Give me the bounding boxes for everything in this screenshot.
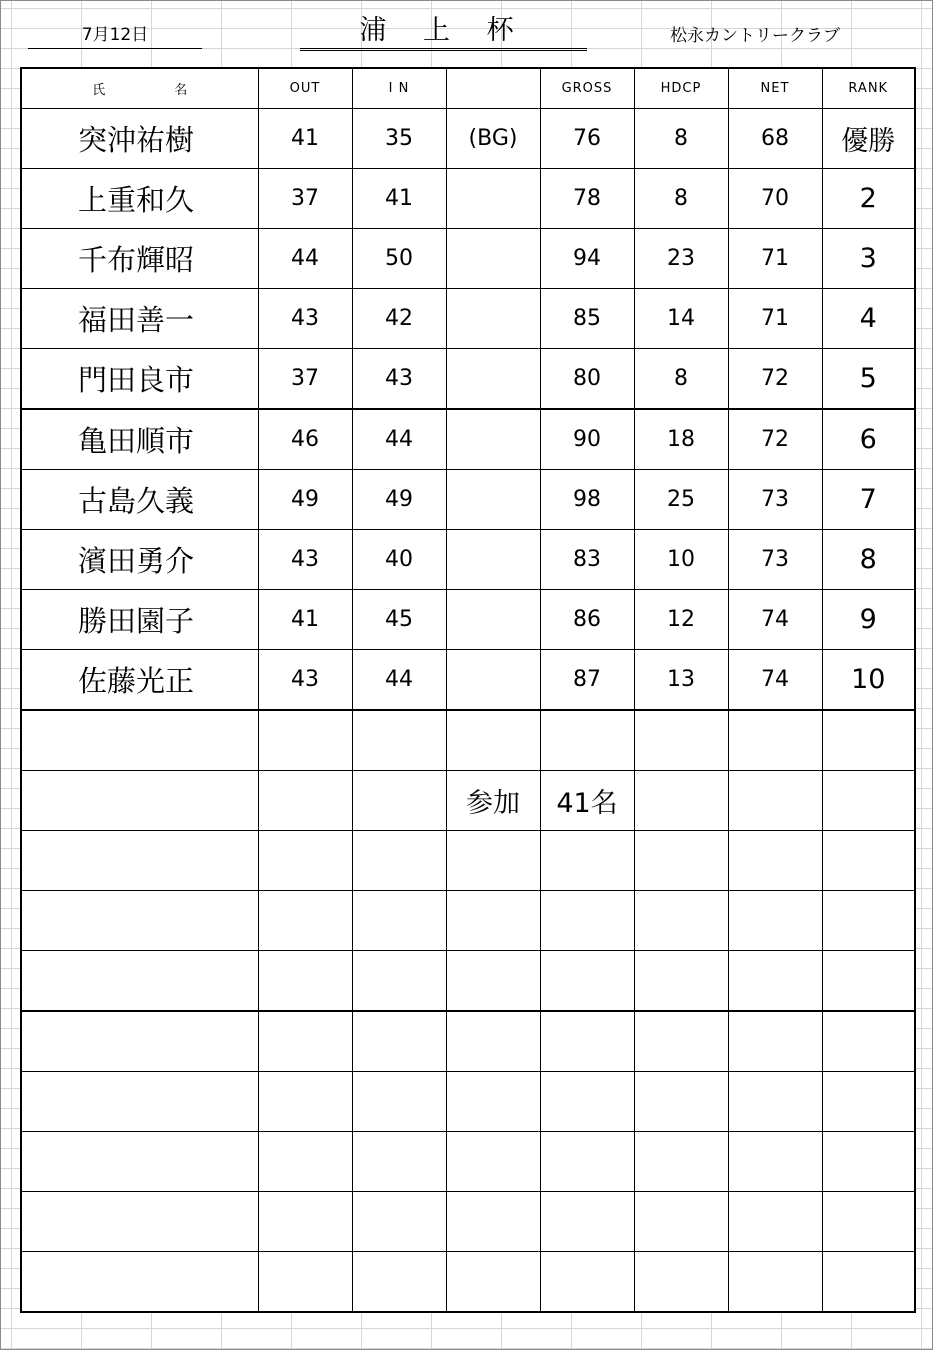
empty-cell	[728, 951, 822, 1012]
empty-cell	[728, 891, 822, 951]
empty-cell	[540, 1132, 634, 1192]
table-row	[21, 650, 915, 711]
player-name: 上重和久	[21, 169, 258, 229]
table-row	[21, 109, 915, 169]
empty-cell	[822, 831, 915, 891]
in-score: 44	[352, 409, 446, 470]
player-name: 古島久義	[21, 470, 258, 530]
note	[446, 590, 540, 650]
empty-cell	[634, 1192, 728, 1252]
gross-score: 98	[540, 470, 634, 530]
empty-cell	[258, 1252, 352, 1313]
empty-cell	[540, 1252, 634, 1313]
rank: 7	[822, 470, 915, 530]
empty-cell	[21, 1192, 258, 1252]
empty-cell	[352, 1011, 446, 1072]
hdcp-value: 25	[634, 470, 728, 530]
col-header-gross: GROSS	[540, 68, 634, 109]
empty-cell	[822, 1072, 915, 1132]
empty-cell	[352, 710, 446, 771]
hdcp-value: 8	[634, 109, 728, 169]
empty-row	[21, 1192, 915, 1252]
player-name: 勝田園子	[21, 590, 258, 650]
empty-cell	[634, 1011, 728, 1072]
empty-cell	[352, 1252, 446, 1313]
gross-score: 87	[540, 650, 634, 711]
event-date: 7月12日	[28, 22, 202, 49]
empty-cell	[540, 710, 634, 771]
hdcp-value: 13	[634, 650, 728, 711]
empty-row	[21, 891, 915, 951]
empty-row	[21, 1252, 915, 1313]
empty-cell	[634, 891, 728, 951]
empty-cell	[540, 891, 634, 951]
empty-cell	[728, 710, 822, 771]
col-header-net: NET	[728, 68, 822, 109]
rank: 5	[822, 349, 915, 410]
net-score: 74	[728, 590, 822, 650]
note	[446, 229, 540, 289]
empty-cell	[446, 1011, 540, 1072]
empty-cell	[634, 1132, 728, 1192]
empty-cell	[21, 951, 258, 1012]
empty-cell	[258, 891, 352, 951]
empty-cell	[352, 1072, 446, 1132]
empty-cell	[21, 710, 258, 771]
empty-cell	[728, 1192, 822, 1252]
out-score: 46	[258, 409, 352, 470]
empty-cell	[634, 1252, 728, 1313]
gross-score: 78	[540, 169, 634, 229]
col-header-out: OUT	[258, 68, 352, 109]
empty-cell	[822, 771, 915, 831]
empty-cell	[446, 1072, 540, 1132]
net-score: 74	[728, 650, 822, 711]
empty-cell	[822, 1011, 915, 1072]
in-score: 42	[352, 289, 446, 349]
table-row	[21, 349, 915, 410]
empty-cell	[728, 1072, 822, 1132]
net-score: 72	[728, 409, 822, 470]
rank: 10	[822, 650, 915, 711]
table-row	[21, 470, 915, 530]
empty-cell	[446, 1132, 540, 1192]
player-name: 福田善一	[21, 289, 258, 349]
net-score: 73	[728, 530, 822, 590]
rank: 2	[822, 169, 915, 229]
player-name: 千布輝昭	[21, 229, 258, 289]
empty-cell	[21, 831, 258, 891]
empty-cell	[446, 831, 540, 891]
empty-row	[21, 1072, 915, 1132]
header-row	[21, 68, 915, 109]
score-table	[20, 67, 916, 1313]
in-score: 44	[352, 650, 446, 711]
participants-row	[21, 771, 915, 831]
empty-cell	[822, 951, 915, 1012]
empty-cell	[634, 1072, 728, 1132]
empty-cell	[21, 891, 258, 951]
empty-cell	[822, 1252, 915, 1313]
empty-cell	[258, 710, 352, 771]
in-score: 35	[352, 109, 446, 169]
gross-score: 85	[540, 289, 634, 349]
empty-cell	[728, 831, 822, 891]
player-name: 突沖祐樹	[21, 109, 258, 169]
empty-cell	[446, 951, 540, 1012]
empty-cell	[258, 951, 352, 1012]
net-score: 71	[728, 289, 822, 349]
hdcp-value: 14	[634, 289, 728, 349]
empty-cell	[21, 1132, 258, 1192]
empty-cell	[540, 1011, 634, 1072]
player-name: 門田良市	[21, 349, 258, 410]
empty-cell	[258, 831, 352, 891]
rank: 4	[822, 289, 915, 349]
empty-cell	[634, 831, 728, 891]
in-score: 43	[352, 349, 446, 410]
empty-cell	[446, 1192, 540, 1252]
in-score: 40	[352, 530, 446, 590]
net-score: 73	[728, 470, 822, 530]
hdcp-value: 8	[634, 169, 728, 229]
note	[446, 409, 540, 470]
in-score: 41	[352, 169, 446, 229]
in-score: 50	[352, 229, 446, 289]
table-row	[21, 590, 915, 650]
empty-cell	[21, 771, 258, 831]
empty-cell	[540, 1192, 634, 1252]
empty-cell	[728, 1132, 822, 1192]
gross-score: 83	[540, 530, 634, 590]
hdcp-value: 12	[634, 590, 728, 650]
empty-cell	[822, 1192, 915, 1252]
empty-cell	[822, 891, 915, 951]
gross-score: 94	[540, 229, 634, 289]
table-row	[21, 229, 915, 289]
col-header-hdcp: HDCP	[634, 68, 728, 109]
empty-row	[21, 1132, 915, 1192]
rank: 9	[822, 590, 915, 650]
gross-score: 86	[540, 590, 634, 650]
empty-row	[21, 951, 915, 1012]
empty-cell	[634, 710, 728, 771]
col-header-in: I N	[352, 68, 446, 109]
empty-row	[21, 831, 915, 891]
empty-cell	[540, 1072, 634, 1132]
table-row	[21, 169, 915, 229]
participants-label: 参加	[446, 771, 540, 831]
out-score: 43	[258, 650, 352, 711]
page-title: 浦 上 杯	[300, 14, 587, 51]
empty-cell	[822, 1132, 915, 1192]
empty-cell	[352, 1132, 446, 1192]
out-score: 49	[258, 470, 352, 530]
empty-cell	[540, 951, 634, 1012]
hdcp-value: 8	[634, 349, 728, 410]
col-header-name: 氏 名	[21, 68, 258, 109]
out-score: 43	[258, 289, 352, 349]
empty-cell	[352, 771, 446, 831]
empty-cell	[352, 951, 446, 1012]
rank: 8	[822, 530, 915, 590]
player-name: 亀田順市	[21, 409, 258, 470]
empty-cell	[634, 771, 728, 831]
empty-row	[21, 1011, 915, 1072]
net-score: 72	[728, 349, 822, 410]
net-score: 68	[728, 109, 822, 169]
empty-cell	[446, 891, 540, 951]
net-score: 71	[728, 229, 822, 289]
empty-cell	[21, 1252, 258, 1313]
empty-cell	[258, 1192, 352, 1252]
gross-score: 80	[540, 349, 634, 410]
empty-cell	[822, 710, 915, 771]
rank: 優勝	[822, 109, 915, 169]
in-score: 49	[352, 470, 446, 530]
empty-cell	[446, 710, 540, 771]
player-name: 濱田勇介	[21, 530, 258, 590]
gross-score: 76	[540, 109, 634, 169]
note	[446, 349, 540, 410]
hdcp-value: 23	[634, 229, 728, 289]
hdcp-value: 18	[634, 409, 728, 470]
empty-cell	[21, 1072, 258, 1132]
club-name: 松永カントリークラブ	[670, 26, 840, 46]
col-header-note	[446, 68, 540, 109]
out-score: 37	[258, 349, 352, 410]
note	[446, 470, 540, 530]
table-row	[21, 530, 915, 590]
empty-cell	[728, 771, 822, 831]
col-header-rank: RANK	[822, 68, 915, 109]
note	[446, 169, 540, 229]
empty-cell	[352, 831, 446, 891]
empty-cell	[540, 831, 634, 891]
note	[446, 650, 540, 711]
empty-row	[21, 710, 915, 771]
note	[446, 289, 540, 349]
player-name: 佐藤光正	[21, 650, 258, 711]
table-row	[21, 409, 915, 470]
rank: 3	[822, 229, 915, 289]
participants-count: 41名	[540, 771, 634, 831]
empty-cell	[446, 1252, 540, 1313]
rank: 6	[822, 409, 915, 470]
out-score: 41	[258, 109, 352, 169]
out-score: 44	[258, 229, 352, 289]
empty-cell	[258, 1072, 352, 1132]
empty-cell	[634, 951, 728, 1012]
out-score: 41	[258, 590, 352, 650]
empty-cell	[258, 771, 352, 831]
net-score: 70	[728, 169, 822, 229]
empty-cell	[258, 1011, 352, 1072]
empty-cell	[21, 1011, 258, 1072]
out-score: 43	[258, 530, 352, 590]
empty-cell	[258, 1132, 352, 1192]
in-score: 45	[352, 590, 446, 650]
empty-cell	[728, 1252, 822, 1313]
table-row	[21, 289, 915, 349]
gross-score: 90	[540, 409, 634, 470]
note: (BG)	[446, 109, 540, 169]
note	[446, 530, 540, 590]
empty-cell	[352, 1192, 446, 1252]
hdcp-value: 10	[634, 530, 728, 590]
out-score: 37	[258, 169, 352, 229]
empty-cell	[728, 1011, 822, 1072]
empty-cell	[352, 891, 446, 951]
